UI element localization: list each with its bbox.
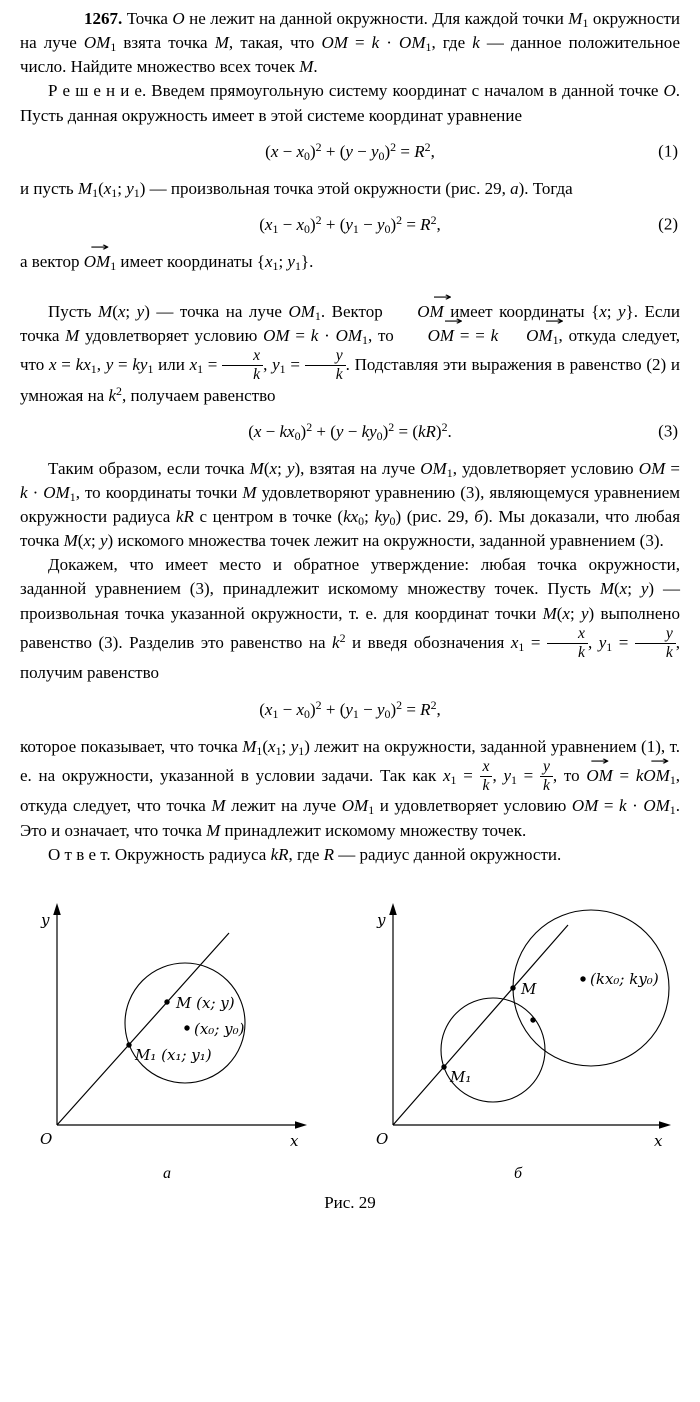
x-axis-arrow-icon	[295, 1121, 307, 1129]
point-m-dot	[164, 999, 169, 1004]
solution-converse: Докажем, что имеет место и обратное утверждение: любая точка окружности, заданной уравнением (3), принадлежит искомому множеству точек. Пусть M(x; y) — произвольная точка указанной окружности, т. е. для координат точки M(x; y) выполнено равенство (3). Разделив это равенство на $k^2$ и введя обозначения $x_1$ = $\frac{x}{k}$ , $y_1$ = $\frac{y}{k}$ , получим равенство	[20, 555, 681, 683]
origin-label: O	[40, 1129, 53, 1148]
point-m-dot	[510, 985, 515, 990]
image-circle-center-dot	[580, 976, 585, 981]
x-axis-label: x	[290, 1131, 299, 1150]
solution-vector-note: а вектор $OM_1$ → имеет координаты {$x_1$; $y_1$}.	[20, 250, 680, 274]
solution-forward-conclusion: Таким образом, если точка M(x; y), взятая на луче $OM_1$, удовлетворяет условию OM = $k \cdot OM_1$, то координаты точки M удовлетворяют уравнению (3), являющемуся уравнением окружности радиуса kR с центром в точке ($kx_0$; $ky_0$) (рис. 29, б). Мы доказали, что любая точка M(x; y) искомого множества точек лежит на окружности, заданной уравнением (3).	[20, 458, 681, 551]
x-axis-label: x	[654, 1131, 663, 1150]
solution-converse-conclusion: которое показывает, что точка $M_1(x_1$; $y_1$) лежит на окружности, заданной уравнением (1), т. е. на окружности, указанной в условии задачи. Так как $x_1$ = $\frac{x}{k}$ , $y_1$ = $\frac{y}{k}$ , то OM → = kOM$_1$ →, откуда следует, что точка M лежит на луче $OM_1$ и удовлетворяет условию OM = $k \cdot OM_1$. Это и означает, что точка M принадлежит искомому множеству точек.	[20, 735, 680, 843]
point-m-label: M	[521, 979, 537, 998]
figure-a-diagram	[17, 893, 317, 1158]
y-axis-arrow-icon	[389, 903, 397, 915]
point-m1-dot	[126, 1042, 131, 1047]
equation-2-formula: $(x_1 - x_0)^2 + (y_1 - y_0)^2 = R^2$,	[259, 212, 441, 236]
x-axis-arrow-icon	[659, 1121, 671, 1129]
equation-3	[20, 418, 680, 447]
solution-intro: Р е ш е н и е. Введем прямоугольную систему координат с началом в данной точке O. Пусть данная окружность имеет в этой системе координат уравнение	[20, 81, 680, 125]
equation-3-formula: $(x - kx_0)^2 + (y - ky_0)^2 = (kR)^2$.	[248, 419, 452, 443]
point-m1-label: M₁ (x₁; y₁)	[135, 1045, 212, 1064]
equation-unnumbered-formula: $(x_1 - x_0)^2 + (y_1 - y_0)^2 = R^2$,	[259, 697, 441, 721]
figure-b-diagram	[353, 893, 683, 1158]
equation-2-number: (2)	[658, 214, 678, 234]
origin-label: O	[376, 1129, 389, 1148]
small-circle-center-dot	[530, 1017, 535, 1022]
point-m-label: M (x; y)	[176, 993, 235, 1012]
y-axis-label: y	[377, 910, 386, 929]
answer: О т в е т. Окружность радиуса kR, где R — радиус данной окружности.	[48, 844, 562, 864]
figure-row	[20, 893, 680, 1183]
solution-step-m1: и пусть $M_1(x_1$; $y_1$) — произвольная точка этой окружности (рис. 29, а). Тогда	[20, 178, 573, 200]
equation-2	[20, 211, 680, 240]
equation-3-number: (3)	[658, 421, 678, 441]
problem-statement: 1267. Точка O не лежит на данной окружности. Для каждой точки $M_1$ окружности на луче $OM_1$ взята точка M, такая, что OM = $k \cdot OM_1$, где k — данное положительное число. Найдите множество всех точек M.	[20, 9, 681, 77]
figure-a	[17, 893, 317, 1183]
equation-1-number: (1)	[658, 141, 678, 161]
given-circle	[441, 998, 545, 1102]
image-circle	[513, 910, 669, 1066]
figure-caption: Рис. 29	[324, 1192, 376, 1212]
image-circle-center-label: (kx₀; ky₀)	[590, 969, 659, 988]
ray-om1	[393, 925, 568, 1125]
figure-a-sublabel: а	[163, 1164, 171, 1182]
figure-b	[353, 893, 683, 1183]
circle-center-label: (x₀; y₀)	[194, 1019, 245, 1038]
equation-unnumbered	[20, 696, 680, 725]
solution-step-m: Пусть M(x; y) — точка на луче $OM_1$. Вектор OM → имеет координаты {x; y}. Если точка M удовлетворяет условию OM = $k \cdot OM_1$, то OM → = = k $OM_1$ →, откуда следует, что $x = kx_1$, $y = ky_1$ или $x_1$ = $\frac{x}{k}$ , $y_1$ = $\frac{y}{k}$ . Подставляя эти выражения в равенство (2) и умножая на $k^2$, получаем равенство	[20, 300, 680, 408]
equation-1	[20, 138, 680, 167]
y-axis-arrow-icon	[53, 903, 61, 915]
figure-b-sublabel: б	[513, 1164, 523, 1182]
equation-1-formula: $(x - x_0)^2 + (y - y_0)^2 = R^2$,	[265, 139, 435, 163]
y-axis-label: y	[41, 910, 50, 929]
point-m1-label: M₁	[450, 1067, 472, 1086]
point-m1-dot	[441, 1064, 446, 1069]
circle-center-dot	[184, 1025, 189, 1030]
